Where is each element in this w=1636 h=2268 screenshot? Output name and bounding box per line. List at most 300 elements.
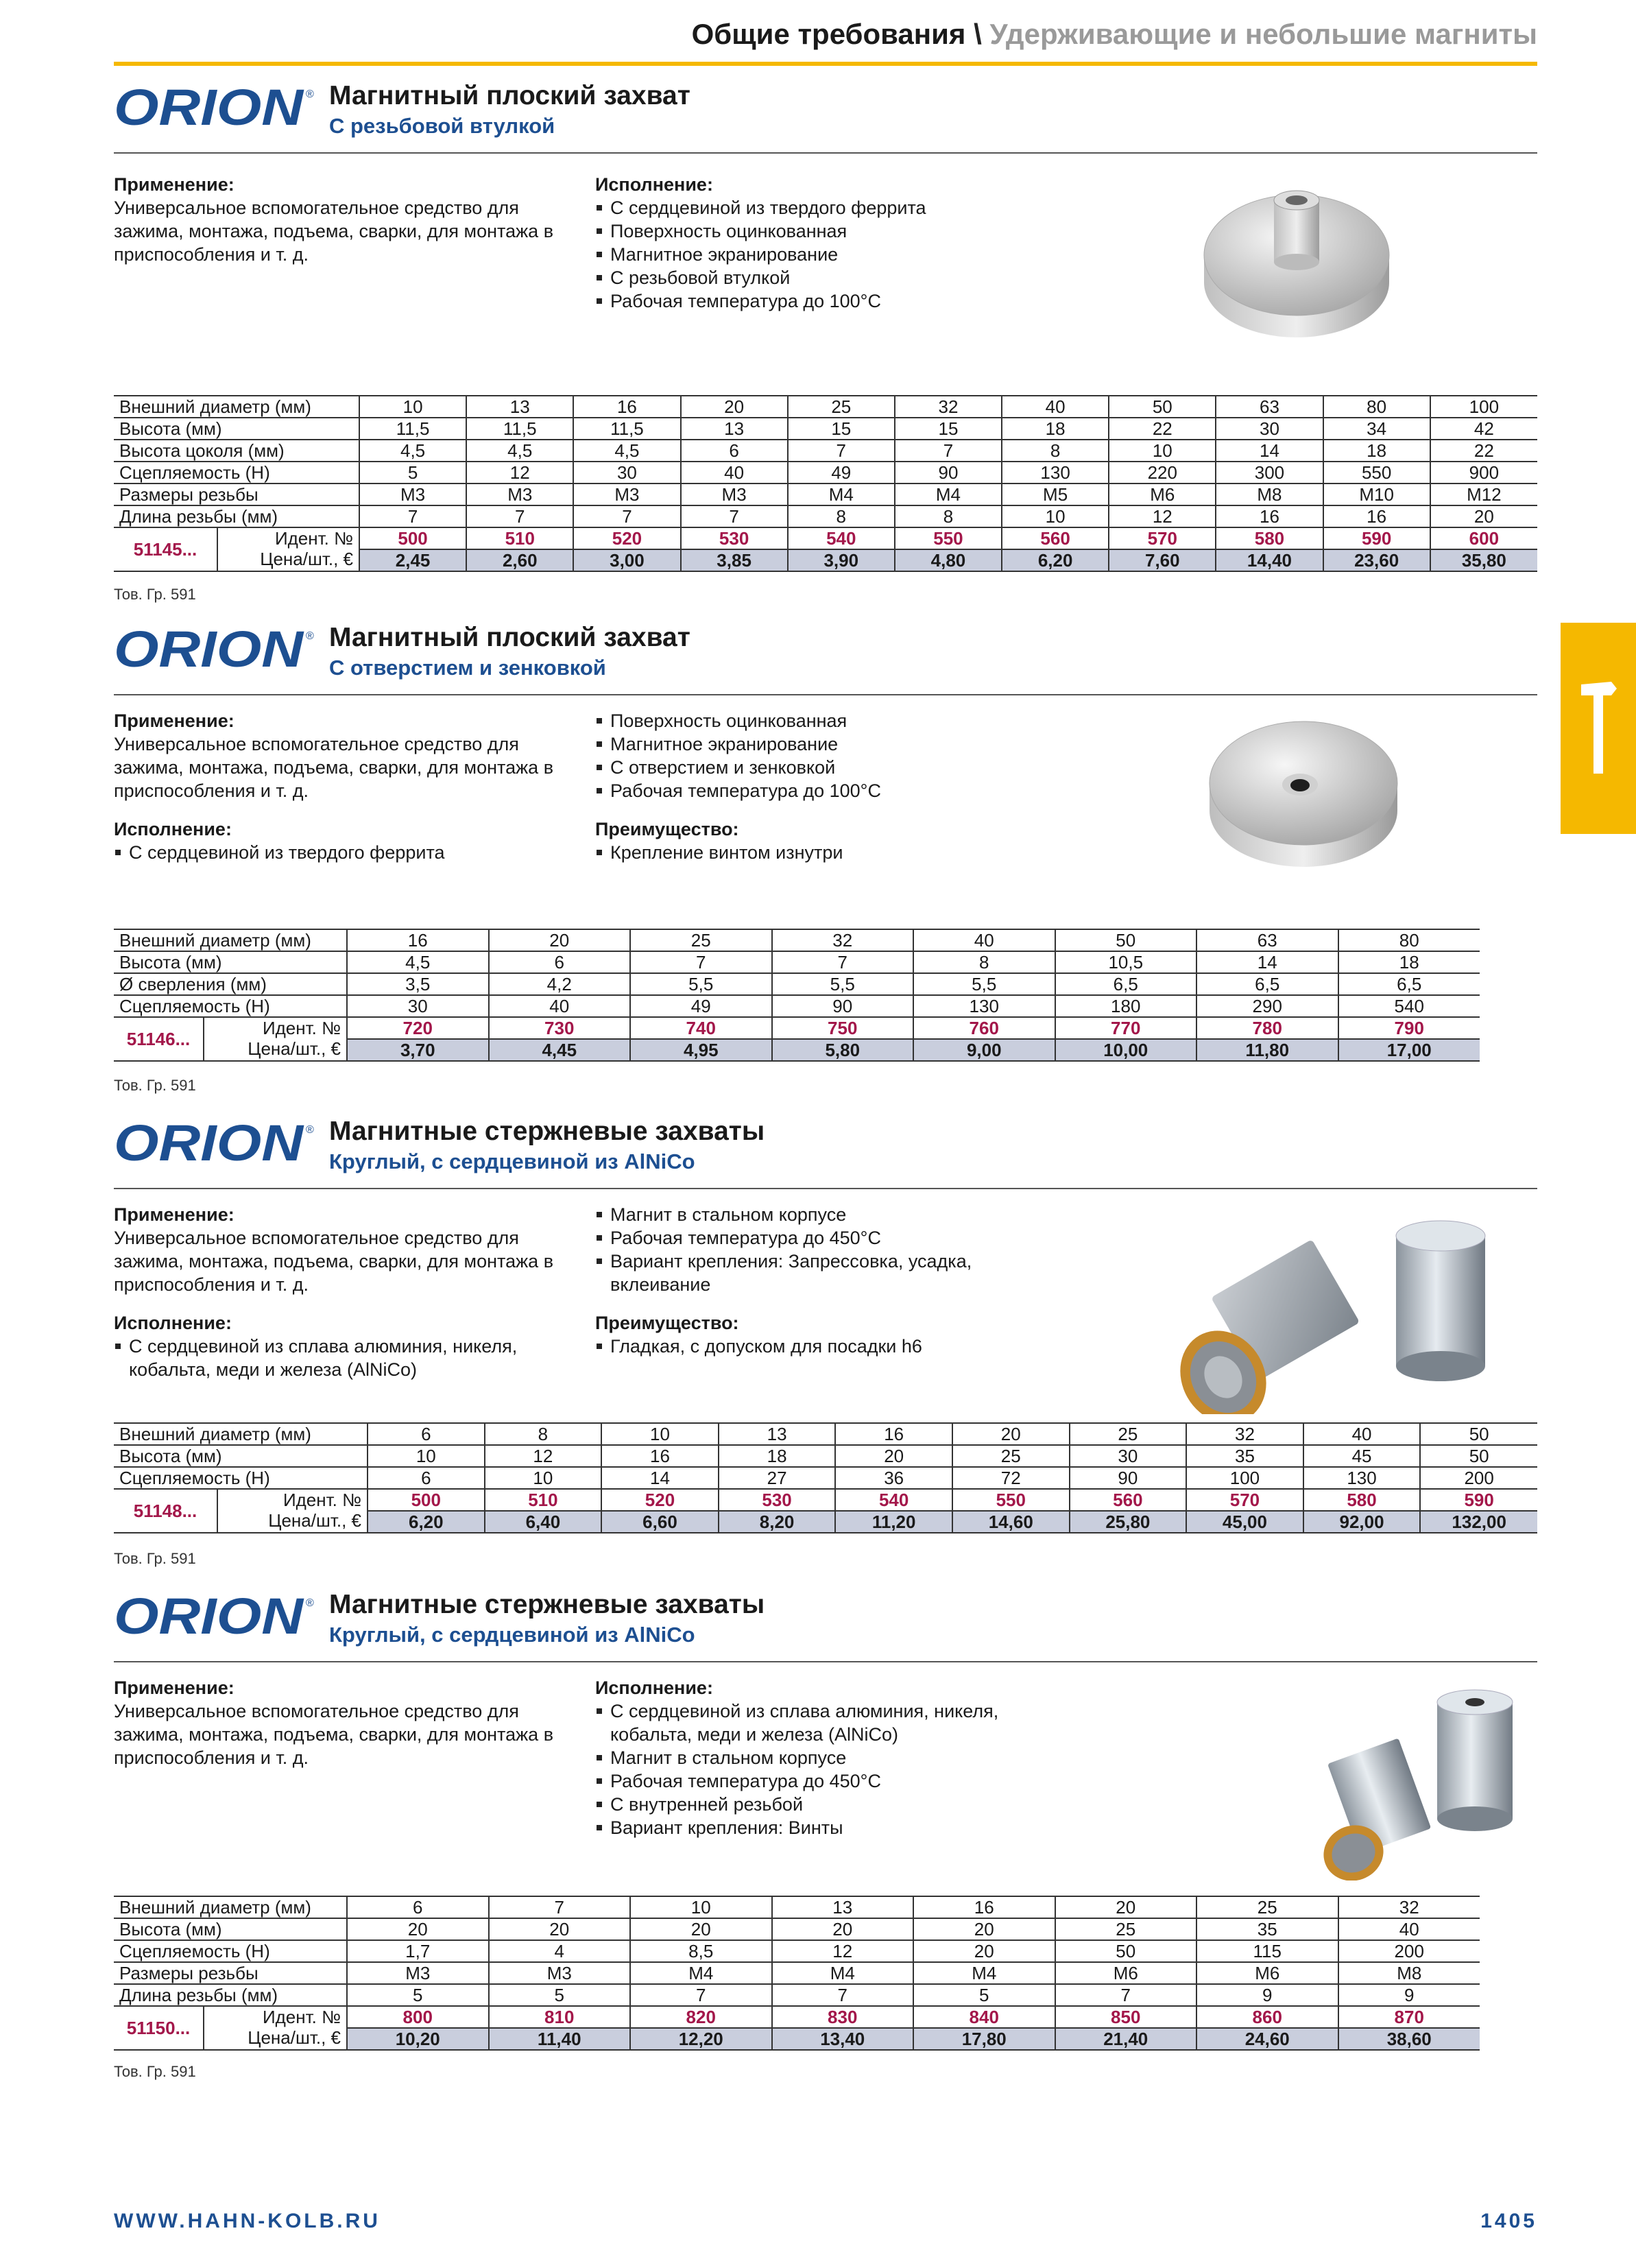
table-cell: 25 [1196, 1896, 1338, 1918]
header-title-sub: Удерживающие и небольшие магниты [989, 18, 1537, 50]
id-row [114, 1017, 1480, 1039]
row-label: Размеры резьбы [114, 1962, 347, 1984]
table-cell: 6 [489, 951, 631, 973]
table-cell: 15 [895, 418, 1002, 440]
table-cell: 22 [1430, 440, 1537, 462]
article-id[interactable]: 740 [630, 1017, 772, 1039]
article-id[interactable]: 570 [1186, 1489, 1303, 1511]
id-row [114, 527, 1537, 549]
id-label: Идент. № [274, 528, 353, 549]
orion-logo [114, 1119, 317, 1170]
table-cell: 6,5 [1055, 973, 1197, 995]
table-row [114, 1918, 1480, 1940]
table-cell: 7 [772, 1984, 914, 2006]
section-divider [114, 1188, 1537, 1189]
article-code: 51145... [114, 528, 218, 571]
row-label: Высота цоколя (мм) [114, 440, 359, 462]
table-cell: 32 [895, 396, 1002, 418]
price-label: Цена/шт., € [268, 1510, 361, 1531]
table-cell: 8,5 [630, 1940, 772, 1962]
article-id[interactable]: 830 [772, 2006, 914, 2028]
application-block [114, 1676, 580, 1769]
table-cell: 8 [913, 951, 1055, 973]
table-cell: 25 [952, 1445, 1070, 1467]
table-cell: 16 [1216, 505, 1323, 527]
price-cell: 17,80 [913, 2028, 1055, 2050]
price-cell: 9,00 [913, 1039, 1055, 1061]
table-cell: 25 [1070, 1423, 1187, 1445]
article-id[interactable]: 770 [1055, 1017, 1197, 1039]
table-cell: 18 [1323, 440, 1430, 462]
article-id[interactable]: 540 [788, 527, 895, 549]
feature-item: Магнитное экранирование [595, 732, 979, 756]
price-label: Цена/шт., € [260, 549, 353, 569]
table-cell: 30 [1070, 1445, 1187, 1467]
table-cell: 7 [895, 440, 1002, 462]
article-id[interactable]: 510 [466, 527, 573, 549]
table-row [114, 995, 1480, 1017]
id-row [114, 2006, 1480, 2028]
price-cell: 25,80 [1070, 1511, 1187, 1533]
price-cell: 14,40 [1216, 549, 1323, 571]
advantage-item: Гладкая, с допуском для посадки h6 [595, 1335, 993, 1358]
article-id[interactable]: 580 [1303, 1489, 1421, 1511]
table-cell: 8 [485, 1423, 602, 1445]
header-title-main: Общие требования [691, 18, 966, 50]
feature-item: Рабочая температура до 100°C [595, 779, 979, 802]
table-cell: 32 [1186, 1423, 1303, 1445]
table-cell: 13 [466, 396, 573, 418]
table-cell: 200 [1338, 1940, 1480, 1962]
features-block [595, 1203, 993, 1358]
table-cell: 100 [1186, 1467, 1303, 1489]
table-cell: 4,5 [359, 440, 466, 462]
page-header [114, 12, 1537, 66]
table-cell: 130 [1002, 462, 1109, 484]
page-title [692, 18, 1537, 51]
section-title: Магнитные стержневые захваты [329, 1590, 765, 1619]
article-code: 51148... [114, 1490, 218, 1532]
row-label: Ø сверления (мм) [114, 973, 347, 995]
table-cell: 90 [772, 995, 914, 1017]
table-cell: 7 [1055, 1984, 1197, 2006]
table-cell: 40 [1338, 1918, 1480, 1940]
table-cell: 14 [1196, 951, 1338, 973]
article-id[interactable]: 500 [359, 527, 466, 549]
table-cell: 12 [772, 1940, 914, 1962]
product-section-4 [114, 1586, 1537, 2093]
price-cell: 132,00 [1420, 1511, 1537, 1533]
orion-logo [114, 1592, 317, 1643]
table-row [114, 418, 1537, 440]
row-label: Сцепляемость (Н) [114, 462, 359, 484]
table-cell: 300 [1216, 462, 1323, 484]
price-cell: 6,60 [601, 1511, 719, 1533]
table-cell: 4 [489, 1940, 631, 1962]
id-label: Идент. № [262, 2007, 341, 2027]
svg-text:®: ® [306, 1597, 314, 1609]
product-group: Тов. Гр. 591 [114, 586, 196, 603]
execution-item: Рабочая температура до 450°C [595, 1769, 1020, 1793]
table-cell: 7 [489, 1896, 631, 1918]
advantage-heading: Преимущество: [595, 819, 739, 839]
id-row [114, 1489, 1537, 1511]
article-code-cell [114, 1489, 368, 1533]
table-cell: 5,5 [772, 973, 914, 995]
table-cell: 20 [1055, 1896, 1197, 1918]
price-cell: 11,20 [835, 1511, 952, 1533]
execution-block [595, 173, 979, 313]
price-cell: 12,20 [630, 2028, 772, 2050]
table-cell: 5 [913, 1984, 1055, 2006]
table-cell: 45 [1303, 1445, 1421, 1467]
svg-text:ORION: ORION [114, 1592, 304, 1643]
row-label: Высота (мм) [114, 951, 347, 973]
row-label: Сцепляемость (Н) [114, 995, 347, 1017]
table-cell: 49 [788, 462, 895, 484]
row-label: Размеры резьбы [114, 484, 359, 505]
table-cell: 11,5 [466, 418, 573, 440]
table-cell: 14 [601, 1467, 719, 1489]
svg-text:ORION: ORION [114, 625, 304, 676]
features-block [595, 709, 979, 864]
article-id[interactable]: 860 [1196, 2006, 1338, 2028]
article-code-cell [114, 2006, 347, 2050]
svg-text:®: ® [306, 1124, 314, 1136]
table-cell: 20 [913, 1918, 1055, 1940]
table-cell: 8 [788, 505, 895, 527]
table-cell: 20 [489, 929, 631, 951]
article-id[interactable]: 510 [485, 1489, 602, 1511]
table-cell: 7 [466, 505, 573, 527]
price-cell: 45,00 [1186, 1511, 1303, 1533]
price-cell: 6,20 [368, 1511, 485, 1533]
table-cell: 11,5 [573, 418, 680, 440]
feature-item: Рабочая температура до 450°C [595, 1226, 993, 1250]
table-row [114, 1940, 1480, 1962]
table-cell: 16 [913, 1896, 1055, 1918]
execution-item: Рабочая температура до 100°C [595, 289, 979, 313]
table-cell: M6 [1109, 484, 1216, 505]
application-block [114, 173, 580, 266]
table-cell: 49 [630, 995, 772, 1017]
table-cell: 80 [1323, 396, 1430, 418]
article-id[interactable]: 580 [1216, 527, 1323, 549]
execution-item: Поверхность оцинкованная [595, 219, 979, 243]
table-cell: 16 [347, 929, 489, 951]
table-cell: M10 [1323, 484, 1430, 505]
price-cell: 11,40 [489, 2028, 631, 2050]
execution-item: Магнит в стальном корпусе [595, 1746, 1020, 1769]
row-label: Высота (мм) [114, 1445, 368, 1467]
product-image-rod-magnets-threaded [1300, 1682, 1533, 1884]
product-group: Тов. Гр. 591 [114, 1077, 196, 1094]
article-id[interactable]: 810 [489, 2006, 631, 2028]
table-row [114, 505, 1537, 527]
price-cell: 11,80 [1196, 1039, 1338, 1061]
execution-heading: Исполнение: [114, 1313, 232, 1333]
feature-item: Вариант крепления: Запрессовка, усадка, вклеивание [595, 1250, 993, 1296]
article-id[interactable]: 550 [895, 527, 1002, 549]
price-cell: 10,20 [347, 2028, 489, 2050]
article-code: 51150... [114, 2007, 204, 2049]
article-id[interactable]: 850 [1055, 2006, 1197, 2028]
application-text: Универсальное вспомогательное средство для зажима, монтажа, подъема, сварки, для монтажа в приспособления и т. д. [114, 734, 554, 801]
article-id[interactable]: 550 [952, 1489, 1070, 1511]
spec-table [114, 929, 1480, 1062]
table-cell: 6,5 [1338, 973, 1480, 995]
price-cell: 38,60 [1338, 2028, 1480, 2050]
article-id[interactable]: 560 [1002, 527, 1109, 549]
table-cell: 6 [368, 1423, 485, 1445]
row-label: Высота (мм) [114, 1918, 347, 1940]
price-cell: 14,60 [952, 1511, 1070, 1533]
product-image-rod-magnets [1156, 1208, 1513, 1418]
table-cell: 50 [1055, 1940, 1197, 1962]
table-cell: 9 [1338, 1984, 1480, 2006]
table-cell: 80 [1338, 929, 1480, 951]
side-tab[interactable] [1561, 623, 1636, 834]
price-cell: 4,80 [895, 549, 1002, 571]
execution-item: С внутренней резьбой [595, 1793, 1020, 1816]
row-label: Высота (мм) [114, 418, 359, 440]
row-label: Сцепляемость (Н) [114, 1940, 347, 1962]
row-label: Внешний диаметр (мм) [114, 1896, 347, 1918]
table-cell: 540 [1338, 995, 1480, 1017]
table-cell: 12 [466, 462, 573, 484]
website-link[interactable]: WWW.HAHN-KOLB.RU [114, 2210, 381, 2232]
price-cell: 35,80 [1430, 549, 1537, 571]
price-cell: 13,40 [772, 2028, 914, 2050]
table-cell: 11,5 [359, 418, 466, 440]
table-row [114, 440, 1537, 462]
execution-heading: Исполнение: [595, 174, 713, 195]
execution-item: С сердцевиной из сплава алюминия, никеля, кобальта, меди и железа (AlNiCo) [114, 1335, 580, 1381]
table-cell: 100 [1430, 396, 1537, 418]
execution-heading: Исполнение: [114, 819, 232, 839]
article-id[interactable]: 520 [601, 1489, 719, 1511]
article-id[interactable]: 730 [489, 1017, 631, 1039]
article-id[interactable]: 870 [1338, 2006, 1480, 2028]
article-id[interactable]: 750 [772, 1017, 914, 1039]
price-cell: 5,80 [772, 1039, 914, 1061]
svg-text:ORION: ORION [114, 1119, 304, 1170]
table-cell: 25 [1055, 1918, 1197, 1940]
table-cell: 4,5 [573, 440, 680, 462]
table-cell: 3,5 [347, 973, 489, 995]
spec-table [114, 395, 1537, 572]
table-cell: 40 [489, 995, 631, 1017]
table-cell: 5 [489, 1984, 631, 2006]
table-row [114, 929, 1480, 951]
table-cell: 35 [1196, 1918, 1338, 1940]
article-id[interactable]: 780 [1196, 1017, 1338, 1039]
table-cell: 220 [1109, 462, 1216, 484]
application-heading: Применение: [114, 711, 234, 731]
article-id[interactable]: 600 [1430, 527, 1537, 549]
section-divider [114, 694, 1537, 695]
table-cell: 50 [1055, 929, 1197, 951]
table-cell: 12 [485, 1445, 602, 1467]
section-subtitle: Круглый, с сердцевиной из AlNiCo [329, 1149, 695, 1173]
table-cell: 5,5 [913, 973, 1055, 995]
article-id[interactable]: 560 [1070, 1489, 1187, 1511]
row-label: Сцепляемость (Н) [114, 1467, 368, 1489]
row-label: Внешний диаметр (мм) [114, 396, 359, 418]
price-cell: 24,60 [1196, 2028, 1338, 2050]
price-cell: 3,70 [347, 1039, 489, 1061]
table-cell: 7 [359, 505, 466, 527]
product-image-pot-magnet-threaded [1197, 173, 1396, 348]
header-separator: \ [974, 18, 982, 50]
table-cell: 5 [359, 462, 466, 484]
table-cell: 115 [1196, 1940, 1338, 1962]
table-cell: 7 [772, 951, 914, 973]
table-cell: 63 [1216, 396, 1323, 418]
table-cell: 16 [835, 1423, 952, 1445]
execution-item: С сердцевиной из сплава алюминия, никеля, кобальта, меди и железа (AlNiCo) [595, 1699, 1020, 1746]
table-cell: 10 [485, 1467, 602, 1489]
table-cell: 90 [1070, 1467, 1187, 1489]
price-cell: 3,90 [788, 549, 895, 571]
article-id[interactable]: 760 [913, 1017, 1055, 1039]
table-cell: 14 [1216, 440, 1323, 462]
article-id[interactable]: 720 [347, 1017, 489, 1039]
table-cell: 130 [913, 995, 1055, 1017]
article-id[interactable]: 800 [347, 2006, 489, 2028]
application-heading: Применение: [114, 1678, 234, 1698]
table-cell: 10 [1109, 440, 1216, 462]
table-cell: 36 [835, 1467, 952, 1489]
table-cell: 10 [359, 396, 466, 418]
table-cell: 4,5 [347, 951, 489, 973]
svg-text:®: ® [306, 630, 314, 642]
table-cell: M3 [489, 1962, 631, 1984]
article-id[interactable]: 590 [1323, 527, 1430, 549]
table-cell: 20 [681, 396, 788, 418]
table-cell: 25 [788, 396, 895, 418]
price-label: Цена/шт., € [248, 2027, 341, 2048]
table-cell: 40 [681, 462, 788, 484]
table-cell: 5 [347, 1984, 489, 2006]
table-cell: 550 [1323, 462, 1430, 484]
table-row [114, 1423, 1537, 1445]
spec-table [114, 1422, 1537, 1533]
section-title: Магнитные стержневые захваты [329, 1117, 765, 1146]
article-id[interactable]: 570 [1109, 527, 1216, 549]
application-text: Универсальное вспомогательное средство для зажима, монтажа, подъема, сварки, для монтажа в приспособления и т. д. [114, 1701, 554, 1768]
article-code: 51146... [114, 1018, 204, 1060]
price-cell: 17,00 [1338, 1039, 1480, 1061]
table-cell: M4 [788, 484, 895, 505]
table-cell: 20 [772, 1918, 914, 1940]
table-row [114, 484, 1537, 505]
table-cell: 42 [1430, 418, 1537, 440]
id-label: Идент. № [282, 1490, 361, 1510]
price-cell: 2,60 [466, 549, 573, 571]
table-cell: 16 [1323, 505, 1430, 527]
table-cell: 18 [1338, 951, 1480, 973]
table-cell: 20 [489, 1918, 631, 1940]
table-cell: 20 [630, 1918, 772, 1940]
table-cell: 50 [1109, 396, 1216, 418]
table-cell: 10,5 [1055, 951, 1197, 973]
application-heading: Применение: [114, 1204, 234, 1225]
table-row [114, 1962, 1480, 1984]
feature-item: Поверхность оцинкованная [595, 709, 979, 732]
article-code-cell [114, 1017, 347, 1061]
table-cell: M8 [1338, 1962, 1480, 1984]
row-label: Длина резьбы (мм) [114, 505, 359, 527]
table-cell: 6 [347, 1896, 489, 1918]
table-cell: 32 [772, 929, 914, 951]
orion-logo [114, 625, 317, 676]
table-cell: 90 [895, 462, 1002, 484]
article-id[interactable]: 500 [368, 1489, 485, 1511]
table-cell: 5,5 [630, 973, 772, 995]
article-id[interactable]: 530 [681, 527, 788, 549]
article-id[interactable]: 590 [1420, 1489, 1537, 1511]
article-id[interactable]: 520 [573, 527, 680, 549]
price-cell: 21,40 [1055, 2028, 1197, 2050]
price-cell: 6,20 [1002, 549, 1109, 571]
table-cell: 30 [347, 995, 489, 1017]
table-cell: 20 [1430, 505, 1537, 527]
table-cell: 40 [913, 929, 1055, 951]
article-id[interactable]: 540 [835, 1489, 952, 1511]
article-id[interactable]: 530 [719, 1489, 836, 1511]
price-cell: 7,60 [1109, 549, 1216, 571]
table-cell: 25 [630, 929, 772, 951]
product-section-2 [114, 619, 1537, 1112]
table-cell: 40 [1303, 1423, 1421, 1445]
table-row [114, 1896, 1480, 1918]
product-group: Тов. Гр. 591 [114, 1550, 196, 1567]
execution-item: Вариант крепления: Винты [595, 1816, 1020, 1839]
table-cell: M3 [347, 1962, 489, 1984]
table-row [114, 1984, 1480, 2006]
table-cell: 30 [573, 462, 680, 484]
article-code-cell [114, 527, 359, 571]
table-cell: M3 [681, 484, 788, 505]
table-cell: 72 [952, 1467, 1070, 1489]
table-cell: 7 [681, 505, 788, 527]
table-cell: M6 [1196, 1962, 1338, 1984]
price-cell: 10,00 [1055, 1039, 1197, 1061]
article-id[interactable]: 790 [1338, 1017, 1480, 1039]
table-cell: M3 [573, 484, 680, 505]
article-id[interactable]: 840 [913, 2006, 1055, 2028]
row-label: Внешний диаметр (мм) [114, 1423, 368, 1445]
execution-heading: Исполнение: [595, 1678, 713, 1698]
section-divider [114, 1661, 1537, 1662]
table-cell: M3 [466, 484, 573, 505]
application-block [114, 1203, 580, 1381]
table-cell: 12 [1109, 505, 1216, 527]
table-cell: 6 [368, 1467, 485, 1489]
feature-item: С отверстием и зенковкой [595, 756, 979, 779]
price-cell: 6,40 [485, 1511, 602, 1533]
table-cell: 22 [1109, 418, 1216, 440]
article-id[interactable]: 820 [630, 2006, 772, 2028]
price-cell: 4,45 [489, 1039, 631, 1061]
table-row [114, 1467, 1537, 1489]
table-cell: 35 [1186, 1445, 1303, 1467]
svg-text:ORION: ORION [114, 84, 304, 134]
table-cell: 50 [1420, 1423, 1537, 1445]
price-cell: 2,45 [359, 549, 466, 571]
execution-item: С резьбовой втулкой [595, 266, 979, 289]
